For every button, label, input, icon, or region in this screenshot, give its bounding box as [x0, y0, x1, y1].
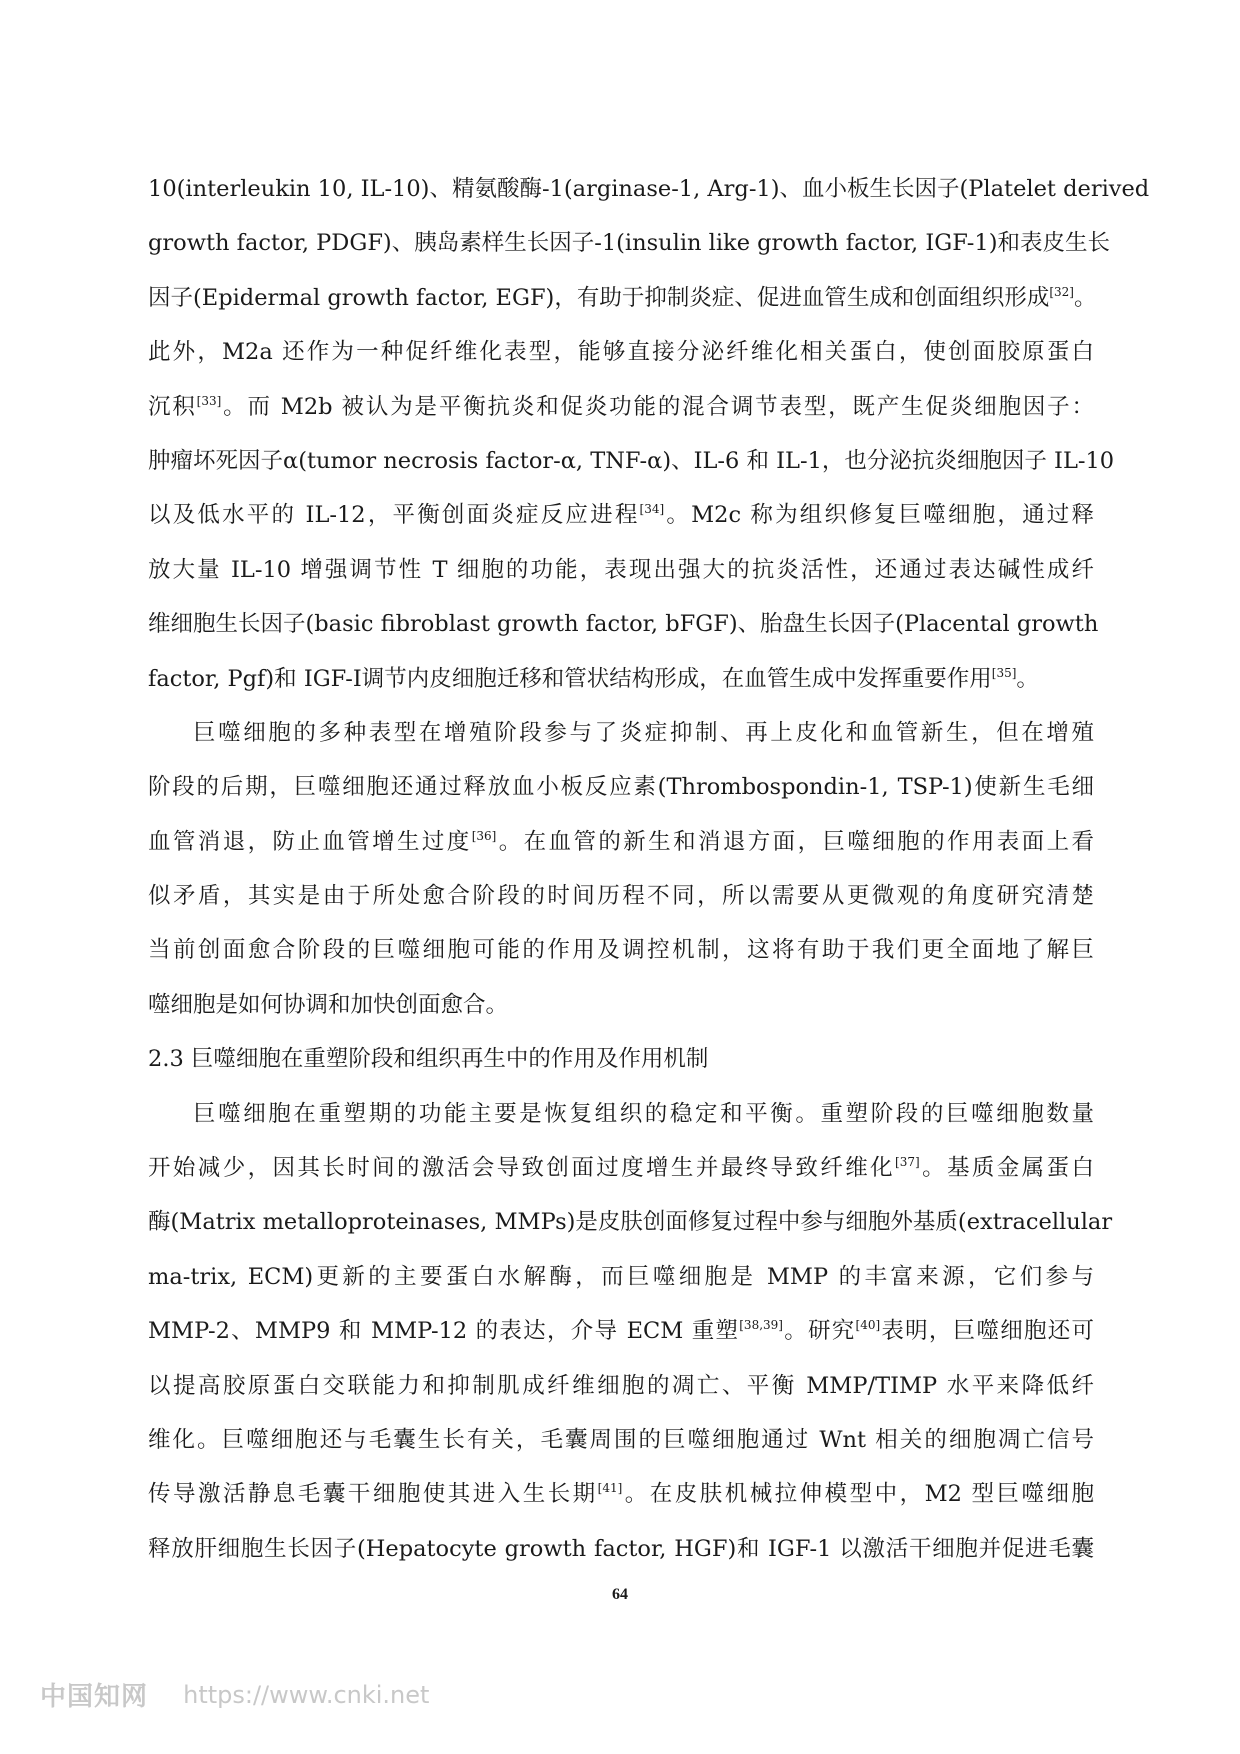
text-line: [148, 815, 1094, 869]
watermark: [40, 1676, 429, 1716]
text-line: [148, 162, 1150, 216]
text-span: 酶(Matrix metalloproteinases, MMPs)是皮肤创面修复过程中参与细胞外基质(extracellular: [148, 1209, 1113, 1236]
text-span: 巨噬细胞在重塑期的功能主要是恢复组织的稳定和平衡。重塑阶段的巨噬细胞数量: [193, 1100, 1094, 1127]
text-span: 释放肝细胞生长因子(Hepatocyte growth factor, HGF)和 IGF-1 以激活干细胞并促进毛囊: [148, 1535, 1094, 1562]
text-span: 血管消退，防止血管增生过度: [148, 828, 472, 855]
section-heading: [148, 1032, 1094, 1086]
watermark-logo: 中国知网: [40, 1682, 149, 1712]
text-span: 。在血管的新生和消退方面，巨噬细胞的作用表面上看: [496, 828, 1094, 855]
text-line: [148, 1467, 1094, 1521]
text-span: 阶段的后期，巨噬细胞还通过释放血小板反应素(Thrombospondin-1, TSP-1)使新生毛细: [148, 774, 1094, 801]
text-span: 。研究: [782, 1318, 856, 1345]
text-line: [148, 1195, 1113, 1249]
citation-ref: [33]: [196, 393, 222, 408]
text-span: 以及低水平的 IL-12，平衡创面炎症反应进程: [148, 502, 640, 529]
text-span: 。M2c 称为组织修复巨噬细胞，通过释: [664, 502, 1095, 529]
text-line: [148, 1250, 1094, 1304]
paragraph: [148, 706, 1094, 1032]
text-line: [148, 434, 1115, 488]
citation-ref: [34]: [639, 502, 665, 517]
text-line: [148, 760, 1094, 814]
text-span: 似矛盾，其实是由于所处愈合阶段的时间历程不同，所以需要从更微观的角度研究清楚: [148, 883, 1094, 910]
text-span: 噬细胞是如何协调和加快创面愈合。: [148, 991, 509, 1018]
text-span: 10(interleukin 10, IL-10)、精氨酸酶-1(arginase-1, Arg-1)、血小板生长因子(Platelet derived: [148, 176, 1150, 202]
citation-ref: [41]: [597, 1481, 623, 1496]
text-span: ma-trix, ECM)更新的主要蛋白水解酶，而巨噬细胞是 MMP 的丰富来源，它们参与: [148, 1263, 1094, 1290]
text-line: [148, 869, 1094, 923]
text-line: [148, 1522, 1094, 1576]
page-number: 64: [612, 1586, 628, 1603]
text-span: 表明，巨噬细胞还可: [880, 1318, 1094, 1345]
text-span: 开始减少，因其长时间的激活会导致创面过度增生并最终导致纤维化: [148, 1155, 896, 1182]
text-line: [148, 1032, 1094, 1086]
text-line: [148, 543, 1094, 597]
citation-ref: [35]: [991, 665, 1017, 680]
text-span: 。而 M2b 被认为是平衡抗炎和促炎功能的混合调节表型，既产生促炎细胞因子：: [221, 393, 1094, 420]
text-span: 维细胞生长因子(basic fibroblast growth factor, bFGF)、胎盘生长因子(Placental growth: [148, 611, 1099, 638]
text-span: 。: [1073, 284, 1097, 311]
body-text: [148, 162, 1150, 1576]
text-span: 当前创面愈合阶段的巨噬细胞可能的作用及调控机制，这将有助于我们更全面地了解巨: [148, 937, 1094, 964]
text-span: 以提高胶原蛋白交联能力和抑制肌成纤维细胞的凋亡、平衡 MMP/TIMP 水平来降低纤: [148, 1372, 1094, 1399]
text-span: 。基质金属蛋白: [919, 1155, 1094, 1182]
citation-ref: [38,39]: [739, 1318, 783, 1333]
text-span: 。: [1016, 665, 1039, 692]
citation-ref: [40]: [855, 1318, 881, 1333]
text-line: [148, 1304, 1094, 1358]
text-span: 肿瘤坏死因子α(tumor necrosis factor-α, TNF-α)、IL-6 和 IL-1，也分泌抗炎细胞因子 IL-10: [148, 447, 1115, 474]
text-span: 因子(Epidermal growth factor, EGF)，有助于抑制炎症、促进血管生成和创面组织形成: [148, 284, 1050, 311]
text-span: 放大量 IL-10 增强调节性 T 细胞的功能，表现出强大的抗炎活性，还通过表达碱性成纤: [148, 556, 1094, 583]
text-span: 沉积: [148, 393, 197, 420]
text-span: 。在皮肤机械拉伸模型中，M2 型巨噬细胞: [622, 1481, 1094, 1508]
text-line: [148, 271, 1097, 325]
text-line: [148, 706, 1094, 760]
text-line: [148, 216, 1110, 270]
text-span: 巨噬细胞的多种表型在增殖阶段参与了炎症抑制、再上皮化和血管新生，但在增殖: [193, 719, 1094, 746]
text-span: 传导激活静息毛囊干细胞使其进入生长期: [148, 1481, 598, 1508]
text-line: [148, 1413, 1094, 1467]
text-line: [148, 978, 1094, 1032]
paragraph: [148, 162, 1150, 706]
citation-ref: [37]: [895, 1155, 920, 1170]
text-line: [148, 380, 1094, 434]
citation-ref: [36]: [471, 828, 497, 843]
text-span: growth factor, PDGF)、胰岛素样生长因子-1(insulin like growth factor, IGF-1)和表皮生长: [148, 230, 1110, 257]
text-span: 2.3 巨噬细胞在重塑阶段和组织再生中的作用及作用机制: [148, 1046, 709, 1073]
text-line: [148, 652, 1094, 706]
text-line: [148, 923, 1094, 977]
text-line: [148, 488, 1094, 542]
paragraph: [148, 1087, 1113, 1577]
text-span: factor, Pgf)和 IGF-Ⅰ调节内皮细胞迁移和管状结构形成，在血管生成中发挥重要作用: [148, 665, 992, 692]
text-line: [148, 1359, 1094, 1413]
citation-ref: [32]: [1049, 284, 1074, 299]
text-line: [148, 325, 1094, 379]
text-line: [148, 1087, 1094, 1141]
watermark-url: https://www.cnki.net: [183, 1680, 430, 1709]
text-line: [148, 597, 1099, 651]
text-span: MMP-2、MMP9 和 MMP-12 的表达，介导 ECM 重塑: [148, 1318, 740, 1345]
text-span: 此外，M2a 还作为一种促纤维化表型，能够直接分泌纤维化相关蛋白，使创面胶原蛋白: [148, 339, 1094, 366]
text-span: 维化。巨噬细胞还与毛囊生长有关，毛囊周围的巨噬细胞通过 Wnt 相关的细胞凋亡信号: [148, 1426, 1094, 1453]
text-line: [148, 1141, 1094, 1195]
